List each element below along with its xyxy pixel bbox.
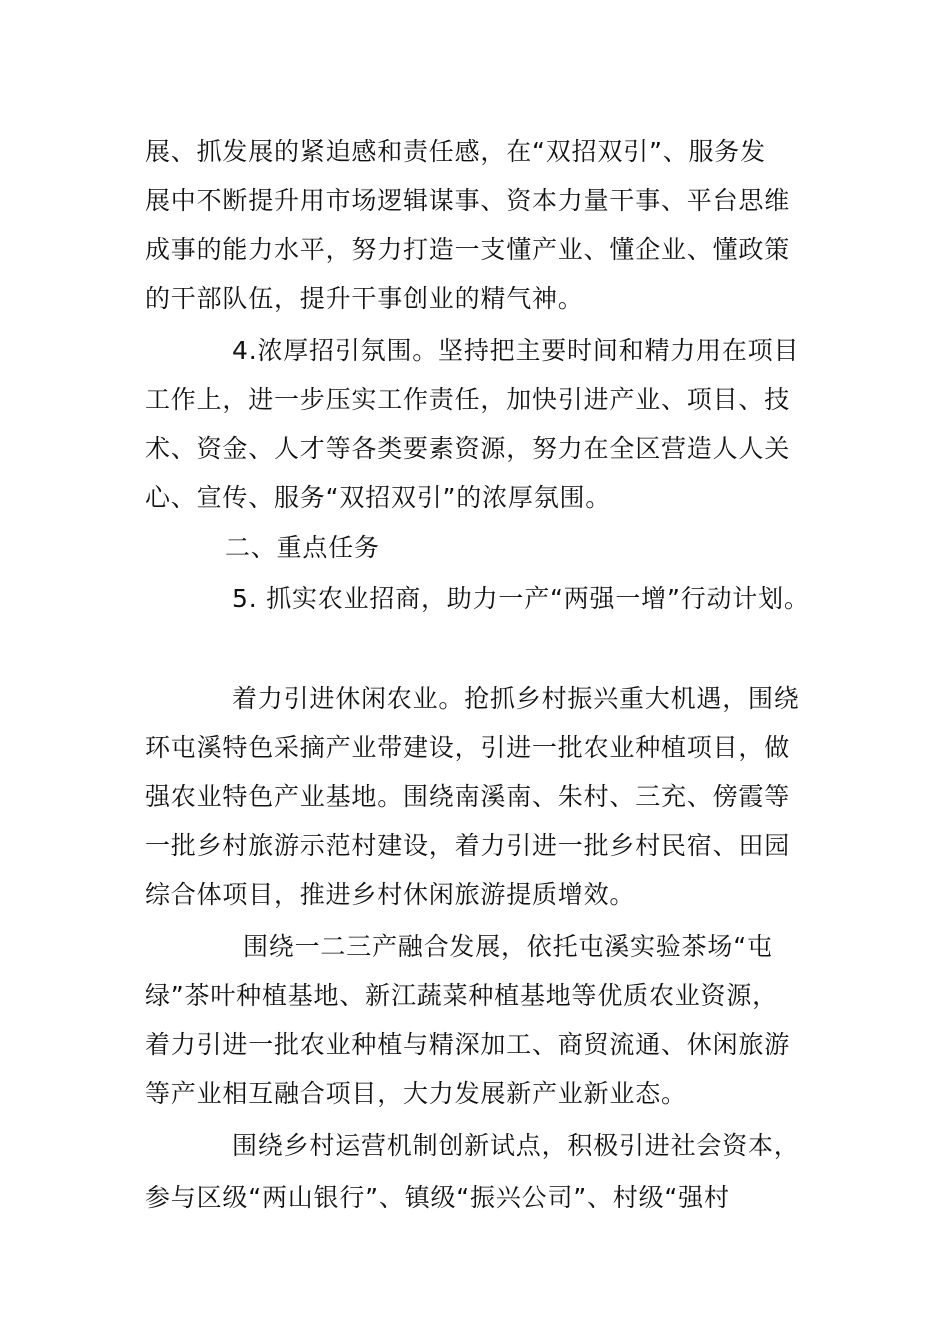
- text-line: 4.浓厚招引氛围。坚持把主要时间和精力用在项目: [232, 336, 800, 365]
- text-line: 工作上，进一步压实工作责任，加快引进产业、项目、技: [145, 385, 791, 414]
- text-line: 着力引进休闲农业。抢抓乡村振兴重大机遇，围绕: [232, 684, 800, 713]
- text-line: 心、宣传、服务“双招双引”的浓厚氛围。: [145, 483, 612, 512]
- text-line: 强农业特色产业基地。围绕南溪南、朱村、三充、傍霞等: [145, 782, 791, 811]
- section-heading: 二、重点任务: [225, 533, 380, 562]
- text-line: 展中不断提升用市场逻辑谋事、资本力量干事、平台思维: [145, 186, 791, 215]
- text-line: 的干部队伍，提升干事创业的精气神。: [145, 284, 584, 313]
- text-line: 等产业相互融合项目，大力发展新产业新业态。: [145, 1079, 687, 1108]
- text-line: 着力引进一批农业种植与精深加工、商贸流通、休闲旅游: [145, 1030, 791, 1059]
- text-line: 综合体项目，推进乡村休闲旅游提质增效。: [145, 880, 636, 909]
- text-line: 一批乡村旅游示范村建设，着力引进一批乡村民宿、田园: [145, 831, 791, 860]
- text-line: 展、抓发展的紧迫感和责任感，在“双招双引”、服务发: [145, 137, 766, 166]
- text-line: 绿”茶叶种植基地、新江蔬菜种植基地等优质农业资源，: [145, 981, 778, 1010]
- text-line: 成事的能力水平，努力打造一支懂产业、懂企业、懂政策: [145, 235, 791, 264]
- subsection-heading: 5. 抓实农业招商，助力一产“两强一增”行动计划。: [232, 584, 810, 613]
- text-line: 环屯溪特色采摘产业带建设，引进一批农业种植项目，做: [145, 733, 791, 762]
- text-line: 术、资金、人才等各类要素资源，努力在全区营造人人关: [145, 434, 791, 463]
- text-line: 参与区级“两山银行”、镇级“振兴公司”、村级“强村: [145, 1183, 730, 1212]
- text-line: 围绕一二三产融合发展，依托屯溪实验茶场“屯: [243, 932, 773, 961]
- text-line: 围绕乡村运营机制创新试点，积极引进社会资本，: [232, 1131, 800, 1160]
